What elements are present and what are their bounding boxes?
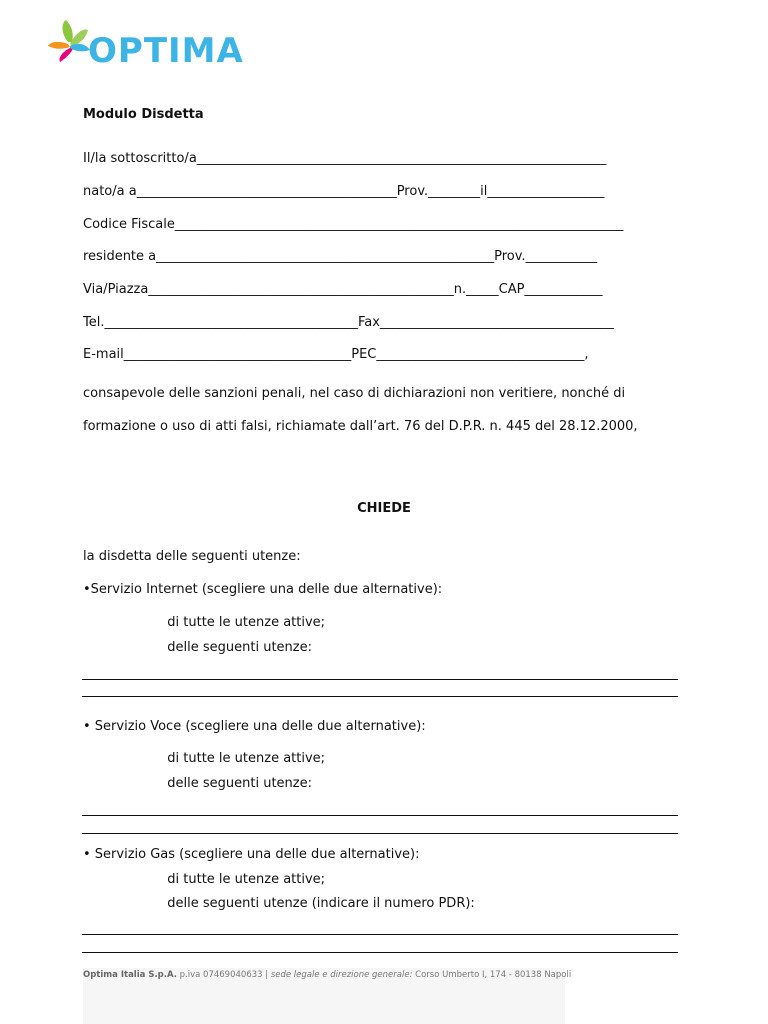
gas-option-following[interactable] [147, 896, 475, 911]
footer-piva: p.iva 07469040633 | [176, 970, 271, 980]
field-residente[interactable]: residente a____________________________________________________Prov.___________ [83, 249, 598, 264]
internet-option-following[interactable] [147, 640, 312, 655]
page-title: Modulo Disdetta [83, 107, 204, 122]
field-via-piazza[interactable]: Via/Piazza_______________________________________________n._____CAP____________ [83, 282, 603, 297]
footer-text [83, 970, 571, 980]
service-internet-heading: •Servizio Internet (scegliere una delle due alternative): [83, 582, 443, 597]
declaration-line-1: consapevole delle sanzioni penali, nel caso di dichiarazioni non veritiere, nonché di [83, 386, 626, 401]
fill-line[interactable] [82, 952, 678, 953]
field-tel-fax[interactable]: Tel._______________________________________Fax____________________________________ [83, 315, 614, 330]
option-label: delle seguenti utenze (indicare il numero PDR): [167, 896, 475, 911]
field-nato[interactable]: nato/a a________________________________________Prov.________il__________________ [83, 184, 605, 199]
option-label: delle seguenti utenze: [167, 776, 312, 791]
fill-line[interactable] [82, 679, 678, 680]
fill-line[interactable] [82, 833, 678, 834]
field-email-pec[interactable]: E-mail___________________________________PEC________________________________, [83, 347, 589, 362]
footer-address: Corso Umberto I, 174 - 80138 Napoli [412, 970, 572, 980]
option-label: di tutte le utenze attive; [167, 872, 326, 887]
option-label: di tutte le utenze attive; [167, 751, 326, 766]
footer-company: Optima Italia S.p.A. [83, 970, 177, 980]
optima-logo [46, 18, 244, 78]
brand-wordmark: OPTIMA [88, 31, 244, 71]
voce-option-all[interactable] [147, 751, 325, 766]
service-voce-heading: • Servizio Voce (scegliere una delle due alternative): [83, 719, 426, 734]
gas-option-all[interactable] [147, 872, 325, 887]
footer-sede-label: sede legale e direzione generale: [270, 970, 413, 980]
field-sottoscritto[interactable]: Il/la sottoscritto/a_______________________________________________________________ [83, 151, 607, 166]
voce-option-following[interactable] [147, 776, 312, 791]
chiede-heading: CHIEDE [357, 501, 411, 516]
option-label: delle seguenti utenze: [167, 640, 312, 655]
fill-line[interactable] [82, 696, 678, 697]
fill-line[interactable] [82, 934, 678, 935]
option-label: di tutte le utenze attive; [167, 615, 326, 630]
field-codice-fiscale[interactable]: Codice Fiscale_____________________________________________________________________ [83, 217, 624, 232]
declaration-line-2: formazione o uso di atti falsi, richiamate dall’art. 76 del D.P.R. n. 445 del 28.12.2000, [83, 419, 638, 434]
fill-line[interactable] [82, 815, 678, 816]
internet-option-all[interactable] [147, 615, 325, 630]
service-gas-heading: • Servizio Gas (scegliere una delle due alternative): [83, 847, 420, 862]
intro-text: la disdetta delle seguenti utenze: [83, 549, 301, 564]
